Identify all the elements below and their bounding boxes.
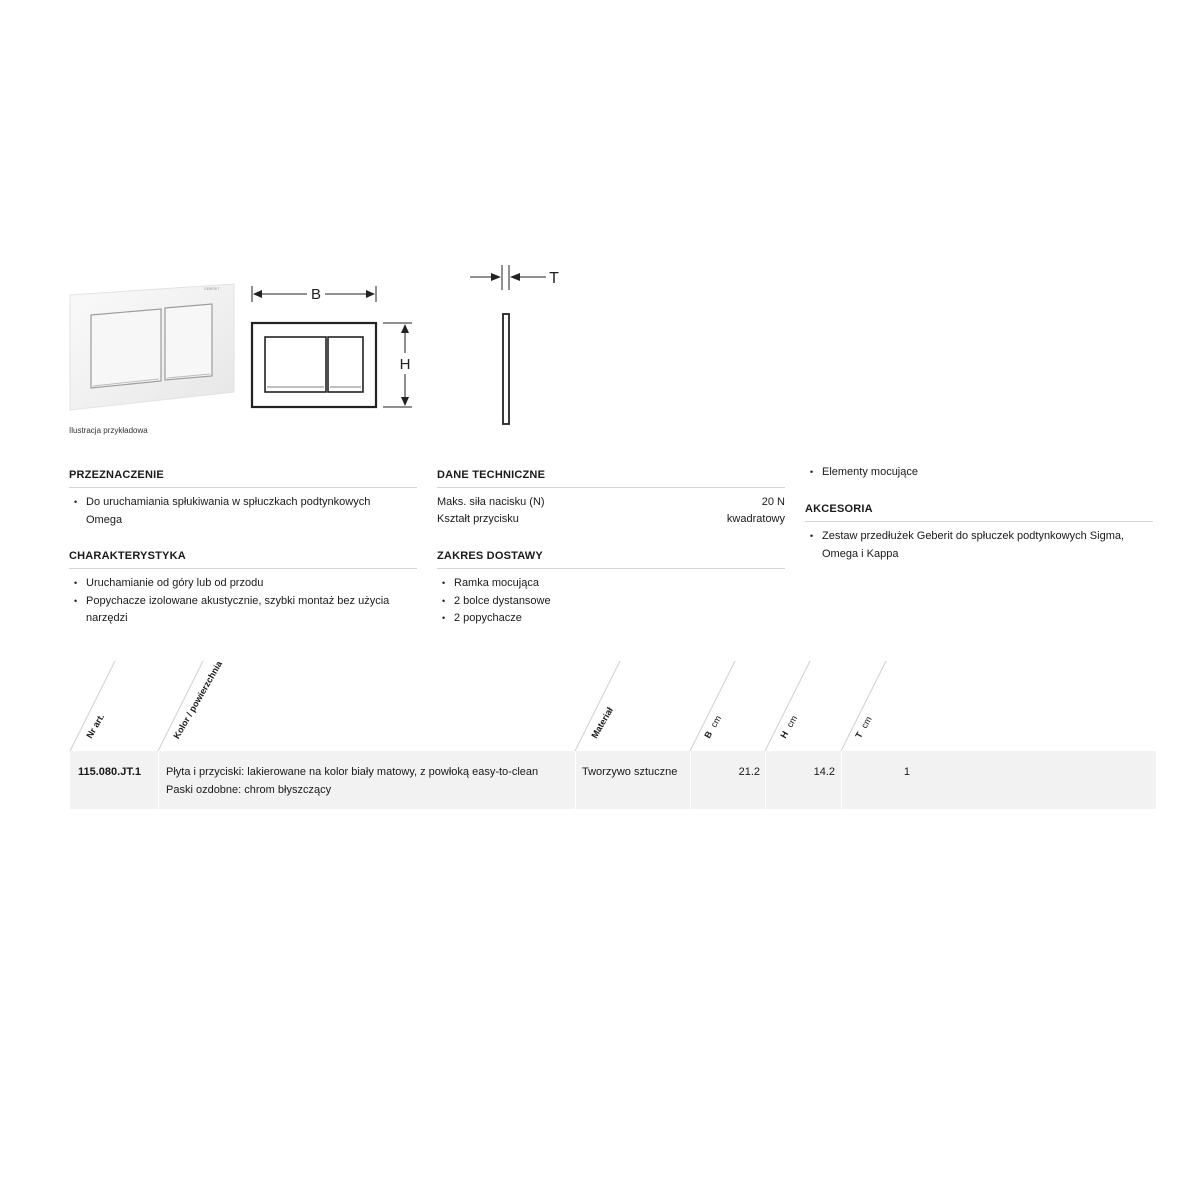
- kolor-line-2: Paski ozdobne: chrom błyszczący: [166, 783, 332, 796]
- zakres-dostawy-continued-list: [805, 464, 1145, 482]
- divider: [437, 487, 785, 488]
- cell-h: 14.2: [813, 766, 835, 778]
- header-text: Materiał: [589, 705, 616, 740]
- header-text: B: [702, 729, 715, 740]
- column-separator: [690, 751, 691, 809]
- list-item: • Uruchamianie od góry lub od przodu: [69, 575, 409, 593]
- brand-logo: GEBERIT: [204, 287, 220, 291]
- column-separator: [158, 751, 159, 809]
- kolor-line-1: Płyta i przyciski: lakierowane na kolor biały matowy, z powłoką easy-to-clean: [166, 766, 539, 778]
- zakres-dostawy-list: [437, 575, 777, 628]
- header-text: Kolor / powierzchnia: [171, 659, 225, 741]
- charakterystyka-heading: CHARAKTERYSTYKA: [69, 550, 186, 562]
- dane-techniczne-heading: DANE TECHNICZNE: [437, 469, 546, 481]
- table-row: [70, 751, 1156, 809]
- akcesoria-heading: AKCESORIA: [805, 503, 873, 515]
- cell-kolor: [166, 751, 576, 809]
- cell-t: 1: [903, 766, 910, 778]
- column-separator: [575, 751, 576, 809]
- cell-material: Tworzywo sztuczne: [582, 766, 678, 778]
- cell-nr-art: 115.080.JT.1: [78, 766, 142, 778]
- header-text: H: [778, 729, 791, 740]
- product-photo: [66, 280, 236, 412]
- spec-label: Kształt przycisku: [437, 513, 519, 525]
- spec-value: kwadratowy: [726, 513, 785, 525]
- list-item: • 2 popychacze: [437, 610, 777, 628]
- list-item: • Do uruchamiania spłukiwania w spłuczkach podtynkowych Omega: [69, 494, 399, 529]
- list-item: • Elementy mocujące: [805, 464, 1145, 482]
- header-unit: cm: [708, 713, 724, 730]
- dimension-h-label: H: [399, 356, 411, 373]
- column-separator: [765, 751, 766, 809]
- dimension-t-label: T: [549, 270, 559, 287]
- column-separator: [841, 751, 842, 809]
- header-unit: cm: [859, 714, 874, 731]
- divider: [69, 568, 417, 569]
- list-item: • Popychacze izolowane akustycznie, szybki montaż bez użycia narzędzi: [69, 593, 409, 628]
- list-item: • Ramka mocująca: [437, 575, 777, 593]
- illustration-caption: Ilustracja przykładowa: [69, 426, 148, 435]
- divider: [437, 568, 785, 569]
- front-view-drawing: [245, 278, 425, 413]
- list-item: • Zestaw przedłużek Geberit do spłuczek podtynkowych Sigma, Omega i Kappa: [805, 528, 1150, 563]
- przeznaczenie-list: [69, 494, 399, 529]
- header-text: Nr art.: [84, 712, 107, 740]
- przeznaczenie-heading: PRZEZNACZENIE: [69, 469, 164, 481]
- list-item: • 2 bolce dystansowe: [437, 593, 777, 611]
- spec-label: Maks. siła nacisku (N): [437, 496, 545, 508]
- dimension-b-label: B: [310, 286, 322, 303]
- header-text: T: [853, 730, 865, 740]
- spec-value: 20 N: [761, 496, 785, 508]
- divider: [69, 487, 417, 488]
- divider: [805, 521, 1153, 522]
- header-unit: cm: [784, 713, 800, 730]
- zakres-dostawy-heading: ZAKRES DOSTAWY: [437, 550, 543, 562]
- side-view-drawing: [462, 262, 572, 427]
- akcesoria-list: [805, 528, 1150, 563]
- cell-b: 21.2: [738, 766, 760, 778]
- charakterystyka-list: [69, 575, 409, 628]
